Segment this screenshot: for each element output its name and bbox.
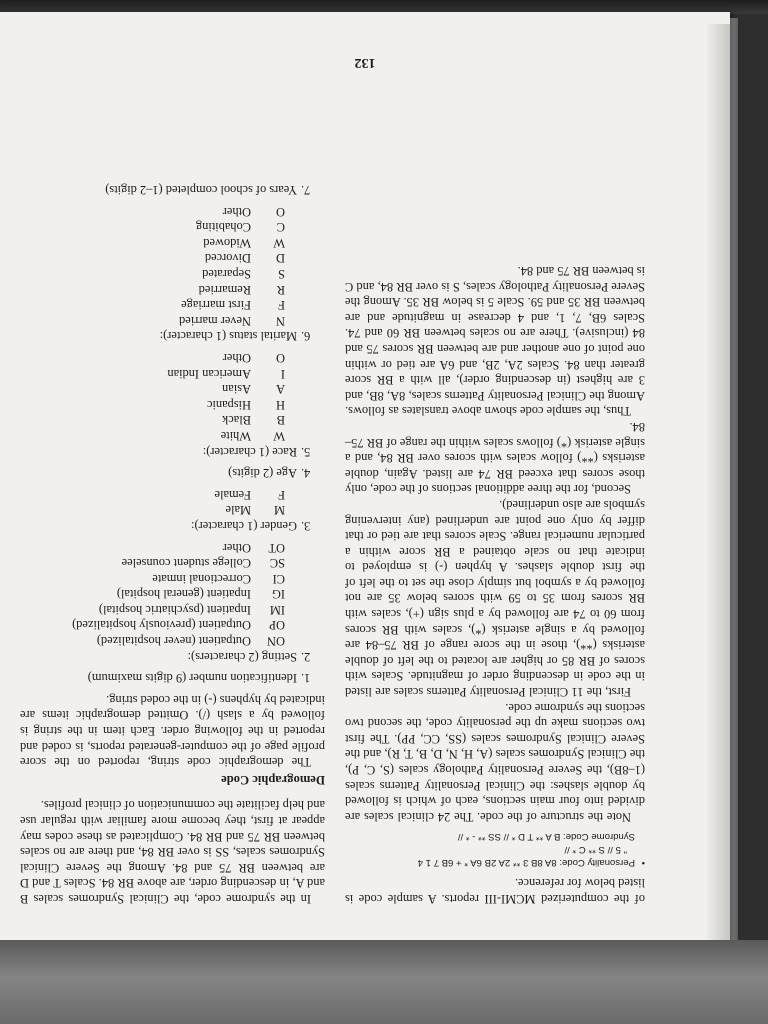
item-option [20,396,325,412]
demographic-item-header [20,517,325,533]
item-option [20,381,325,397]
item-label: Gender (1 character): [191,518,297,533]
item-option [20,586,325,602]
option-code: IG [271,587,285,602]
item-option [20,617,325,633]
option-value: Widowed [203,235,251,250]
item-number: 7. [301,183,311,198]
item-option [20,250,325,266]
option-value: Outpatient (never hospitalized) [96,634,251,649]
option-code: ON [267,634,285,649]
item-label: Age (2 digits) [228,466,297,481]
item-number: 2. [301,649,311,664]
item-option [20,601,325,617]
option-code: C [276,220,285,235]
option-value: Hispanic [206,397,251,412]
item-option [20,365,325,381]
personality-code-label: Personality Code: [559,856,635,868]
option-value: White [220,428,251,443]
bullet-icon: • [641,856,645,868]
personality-code-line [345,856,645,869]
option-value: Inpatient (psychiatric hospital) [98,602,251,617]
item-option [20,281,325,297]
item-option [20,427,325,443]
option-code: A [276,382,285,397]
option-value: Correctional inmate [152,571,251,586]
option-value: Other [222,540,251,555]
item-option [20,312,325,328]
option-code: D [276,251,285,266]
item-label: Race (1 character): [202,444,297,459]
option-code: W [273,428,285,443]
right-column [20,181,325,906]
left-column [345,262,645,906]
demographic-item [20,539,325,664]
option-code: B [276,413,285,428]
option-code: M [273,503,285,518]
option-value: Other [222,351,251,365]
item-option [20,633,325,649]
demographic-item-header [20,648,325,664]
item-number: 3. [301,518,311,533]
option-code: F [278,298,285,313]
page-content [0,12,730,942]
syndrome-code-value: B A ** T D * // SS ** - * // [457,830,561,842]
item-option [20,234,325,250]
item-option [20,570,325,586]
syndrome-code-line [345,830,645,843]
item-option [20,349,325,365]
demographic-item [20,486,325,533]
item-option [20,297,325,313]
option-code: H [276,397,285,412]
option-code: F [278,487,285,502]
option-value: Asian [222,382,251,397]
option-code: I [280,366,285,381]
demographic-item-list [20,181,325,685]
item-label: Identification number (9 digits maximum) [87,671,297,686]
option-code: O [276,204,285,219]
option-code: N [276,313,285,328]
option-code: O [276,351,285,365]
item-option [20,265,325,281]
item-option [20,502,325,518]
option-value: Male [225,503,251,518]
option-value: Remarried [198,282,251,297]
book-page [0,12,730,942]
option-code: S [278,267,285,282]
scan-background-bottom [0,940,768,1024]
demographic-item-header [20,181,325,197]
demographic-item [20,465,325,481]
personality-code-continuation: " 5 // S ** C * // [564,843,627,855]
item-option [20,555,325,571]
option-code: R [276,282,285,297]
demographic-item-header [20,328,325,344]
option-value: Black [222,413,251,428]
option-value: Inpatient (general hospital) [116,587,251,602]
option-value: College student counselee [121,556,251,571]
syndrome-code-paragraph: In the syndrome code, the Clinical Syndromes scales B and A, in descending order, are above BR 84. Scales T and D are between BR 75 and 84. Among the Severe Clinical Syndromes scales, SS is over BR 84, and there are no scales between BR 75 and BR 84. Complicated as these codes may appear at first, they become more familiar with regular use and help facilitate the communication of clinical profiles. [20,798,325,906]
demographic-code-paragraph: The demographic code string, reported on the score profile page of the computer-generated reports, is coded and reported in the following order. Each item in the string is followed by a slash (/). Omitted demographic items are indicated by hyphens (-) in the coded string. [20,692,325,770]
demographic-item [20,670,325,686]
option-value: Female [214,487,251,502]
item-option [20,219,325,235]
item-number: 5. [301,444,311,459]
option-value: Other [222,204,251,219]
demographic-item-header [20,670,325,686]
option-code: IM [269,602,285,617]
option-value: Outpatient (previously hospitalized) [72,618,251,633]
sample-code-block [345,830,645,869]
code-structure-paragraph: Note the structure of the code. The 24 clinical scales are divided into four main sections, each of which is followed by double slashes: the Clinical Personality Patterns scales (1–8B), the Severe Personality Pathology scales (S, C, P), the Clinical Syndromes scales (A, H, N, D, B, T, R), and the Severe Clinical Syndromes scales (SS, CC, PP). The first two sections make up the personality code, the second two sections the syndrome code. [345,700,645,824]
option-value: Divorced [204,251,251,266]
option-code: W [273,235,285,250]
option-value: First marriage [181,298,251,313]
personality-code-value: 8A 8B 3 ** 2A 2B 6A * + 6B 7 1 4 [417,856,557,868]
demographic-code-heading: Demographic Code [221,772,325,787]
item-label: Years of school completed (1–2 digits) [105,183,297,198]
option-value: Separated [202,267,251,282]
item-label: Setting (2 characters): [187,649,297,664]
item-option [20,203,325,219]
demographic-item [20,203,325,343]
translation-paragraph: Thus, the sample code shown above translates as follows. Among the Clinical Personality Patterns scales, 8A, 8B, and 3 are highest (in descending order), all with a BR score greater than 84. Scales 2A, 2B, and 6A are tied or within one point of one another and are between BR scores 75 and 84 (inclusive). There are no scales between BR 60 and 74. Scales 6B, 7, 1, and 4 decrease in magnitude and are between BR 35 and 59. Scale 5 is below BR 35. Among the Severe Personality Pathology scales, S is over BR 84, and C is between BR 75 and 84. [345,264,645,419]
option-value: American Indian [167,366,251,381]
demographic-item-header [20,465,325,481]
item-number: 1. [301,671,311,686]
option-code: OT [268,540,285,555]
item-option [20,486,325,502]
intro-text: of the computerized MCMI-III reports. A sample code is listed below for reference. [345,876,645,906]
option-value: Never married [179,313,251,328]
personality-patterns-paragraph: First, the 11 Clinical Personality Patterns scales are listed in the code in descending order of magnitude. Scales with scores of BR 85 or higher are located to the left of double asterisks (**), those in the score range of BR 75–84 are followed by a single asterisk (*), scales with BR scores from 60 to 74 are followed by a plus sign (+), scales with BR scores from 35 to 59 with scores below 35 are not followed by a symbol but simply close the set to the left of the first double slashes. A hyphen (-) is employed to indicate that no scale obtained a BR score within a particular numerical range. Scale scores that are tied or that differ by only one point are underlined (any intervening symbols are also underlined). [345,497,645,700]
syndrome-code-label: Syndrome Code: [563,830,635,842]
demographic-item-header [20,443,325,459]
option-code: SC [269,556,285,571]
demographic-item [20,349,325,458]
demographic-item [20,181,325,197]
item-option [20,412,325,428]
item-option [20,539,325,555]
additional-sections-paragraph: Second, for the three additional sections of the code, only those scores that exceed BR 74 are listed. Again, double asterisks (**) follow scales with scores over BR 84, and a single asterisk (*) follows scales within the range of BR 75–84. [345,419,645,497]
page-number: 132 [354,55,376,70]
option-code: OP [269,618,285,633]
option-code: CI [272,571,285,586]
item-number: 4. [301,466,311,481]
item-label: Marital status (1 character): [159,329,297,344]
item-number: 6. [301,329,311,344]
option-value: Cohabiting [195,220,251,235]
